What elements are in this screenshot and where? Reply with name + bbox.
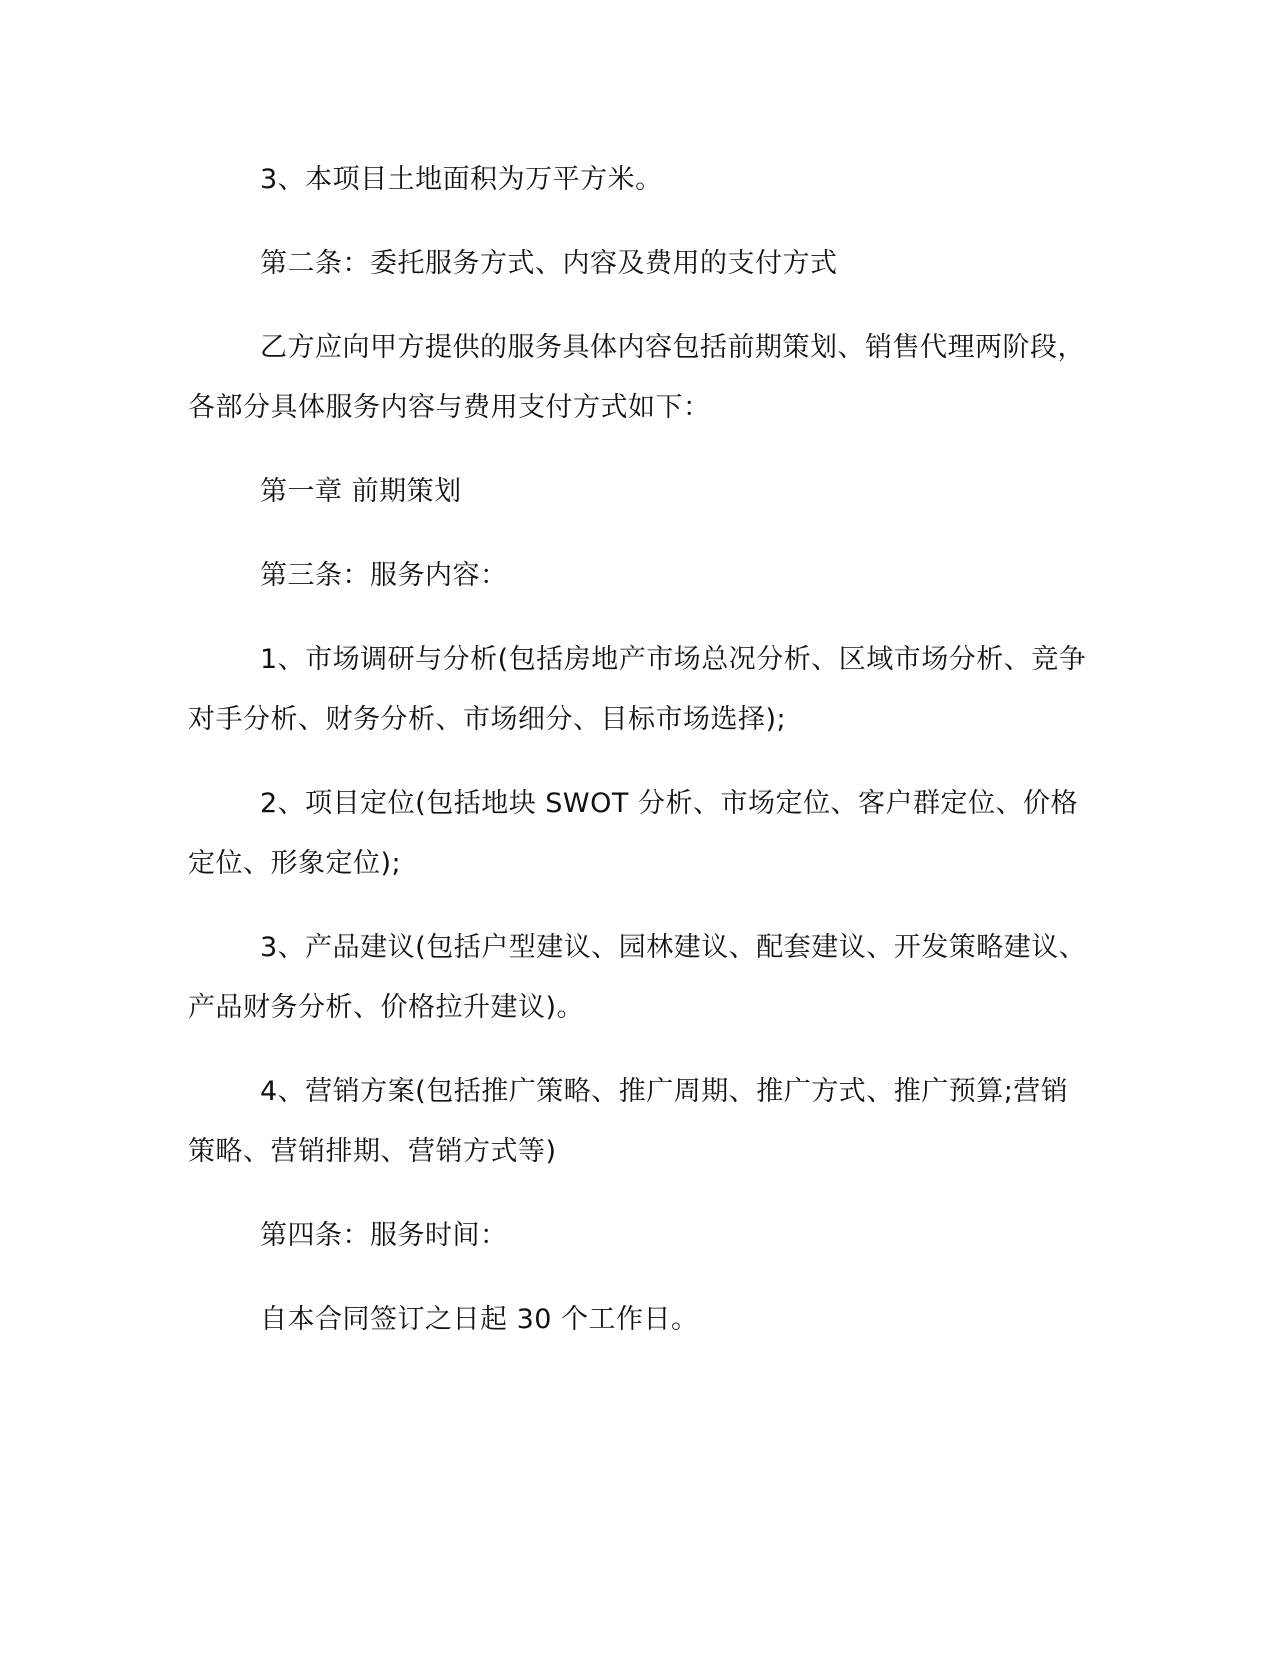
list-item-project-positioning: 2、项目定位(包括地块 SWOT 分析、市场定位、客户群定位、价格定位、形象定位); [188, 788, 1078, 879]
paragraph-service-overview: 乙方应向甲方提供的服务具体内容包括前期策划、销售代理两阶段，各部分具体服务内容与费用支付方式如下： [188, 332, 1085, 423]
list-item-product-suggestions: 3、产品建议(包括户型建议、园林建议、配套建议、开发策略建议、产品财务分析、价格拉升建议)。 [188, 932, 1087, 1023]
chapter-one-heading: 第一章 前期策划 [260, 476, 462, 507]
document-body [188, 150, 1088, 1374]
paragraph-article-three-heading: 第三条：服务内容： [260, 560, 508, 591]
paragraph-service-time: 自本合同签订之日起 30 个工作日。 [260, 1304, 699, 1335]
list-item-marketing-plan: 4、营销方案(包括推广策略、推广周期、推广方式、推广预算;营销策略、营销排期、营销方式等) [188, 1076, 1069, 1167]
paragraph-land-area: 3、本项目土地面积为万平方米。 [260, 164, 663, 195]
list-item-market-research: 1、市场调研与分析(包括房地产市场总况分析、区域市场分析、竞争对手分析、财务分析、市场细分、目标市场选择); [188, 644, 1087, 735]
paragraph-article-four-heading: 第四条：服务时间： [260, 1220, 508, 1251]
paragraph-article-two-heading: 第二条：委托服务方式、内容及费用的支付方式 [260, 248, 838, 279]
